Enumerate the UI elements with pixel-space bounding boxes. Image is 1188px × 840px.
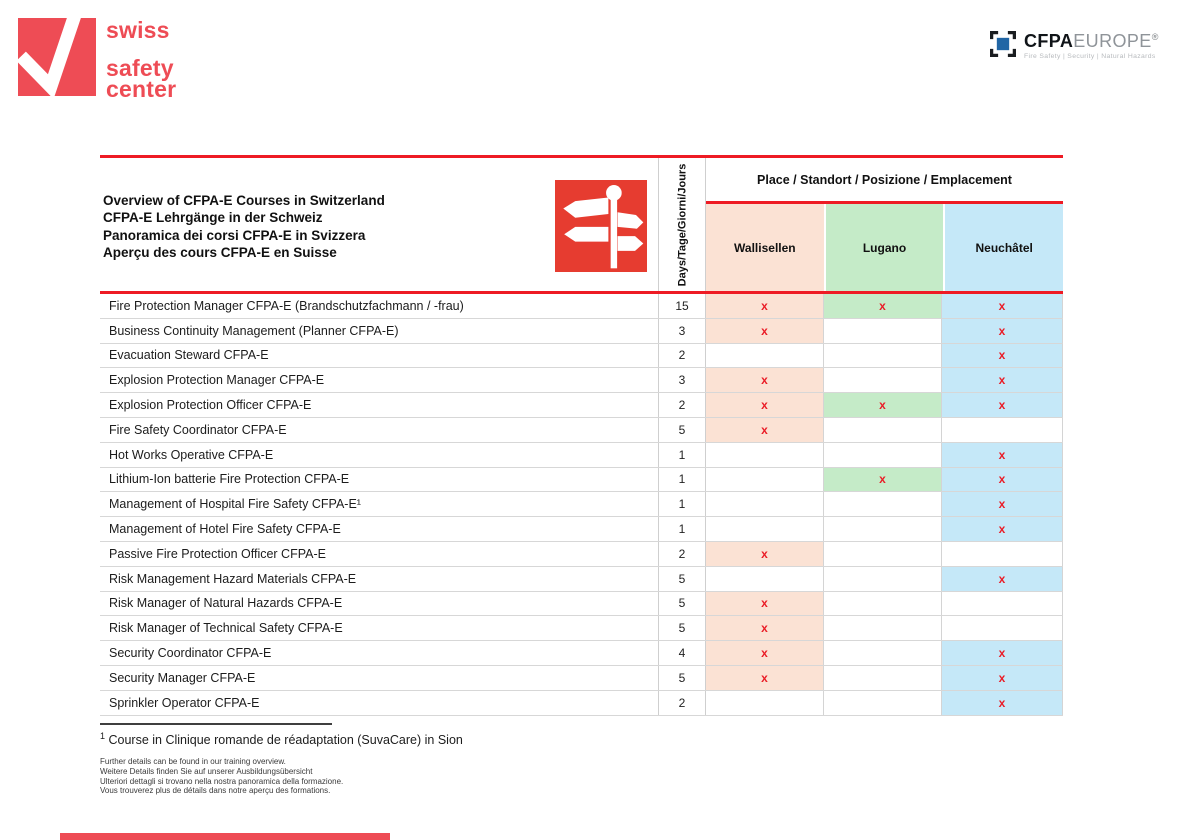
title-line-de: CFPA-E Lehrgänge in der Schweiz <box>103 210 323 226</box>
table-title <box>103 192 385 262</box>
course-row <box>100 666 1063 691</box>
course-name: Management of Hospital Fire Safety CFPA-E¹ <box>109 497 361 512</box>
availability-cell: x <box>942 691 1063 715</box>
course-row <box>100 542 1063 567</box>
availability-cell <box>824 443 942 467</box>
swiss-safety-center-logo-icon <box>18 18 96 96</box>
course-row <box>100 418 1063 443</box>
availability-cell: x <box>942 468 1063 492</box>
cfpa-tagline: Fire Safety | Security | Natural Hazards <box>1024 53 1156 60</box>
ssc-word-swiss: swiss <box>106 17 170 43</box>
availability-cell: x <box>824 294 942 318</box>
location-header-row <box>706 204 1063 291</box>
course-rows <box>100 294 1063 716</box>
availability-cell: x <box>824 468 942 492</box>
course-row <box>100 294 1063 319</box>
course-days: 5 <box>658 592 706 616</box>
registered-mark: ® <box>1151 32 1159 42</box>
availability-cell: x <box>824 393 942 417</box>
cfpa-europe-logo <box>990 28 1159 60</box>
availability-cell <box>942 592 1063 616</box>
course-name: Risk Management Hazard Materials CFPA-E <box>109 571 357 586</box>
footnote-text: Course in Clinique romande de réadaptation (SuvaCare) in Sion <box>105 733 463 748</box>
table-header <box>100 158 1063 291</box>
ssc-word-safety: safety <box>106 55 174 81</box>
availability-cell <box>706 691 824 715</box>
note-it: Ulteriori dettagli si trovano nella nostra panoramica della formazione. <box>100 776 344 786</box>
course-row <box>100 641 1063 666</box>
availability-cell <box>706 468 824 492</box>
course-days: 1 <box>658 468 706 492</box>
availability-cell: x <box>706 666 824 690</box>
availability-cell <box>824 344 942 368</box>
course-row <box>100 517 1063 542</box>
course-row <box>100 393 1063 418</box>
ssc-word-center: center <box>106 76 177 102</box>
location-header-lugano: Lugano <box>826 204 944 291</box>
course-days: 3 <box>658 368 706 392</box>
course-days: 3 <box>658 319 706 343</box>
availability-cell: x <box>942 641 1063 665</box>
course-row <box>100 592 1063 617</box>
availability-cell <box>942 542 1063 566</box>
availability-cell <box>824 691 942 715</box>
course-table <box>100 155 1063 716</box>
course-row <box>100 616 1063 641</box>
availability-cell: x <box>942 443 1063 467</box>
title-line-en: Overview of CFPA-E Courses in Switzerland <box>103 193 385 208</box>
availability-cell: x <box>942 517 1063 541</box>
availability-cell <box>706 443 824 467</box>
course-row <box>100 468 1063 493</box>
course-days: 2 <box>658 344 706 368</box>
course-row <box>100 344 1063 369</box>
availability-cell <box>942 616 1063 640</box>
location-header-wallisellen: Wallisellen <box>706 204 824 291</box>
course-days: 5 <box>658 666 706 690</box>
availability-cell: x <box>706 368 824 392</box>
availability-cell <box>824 567 942 591</box>
course-row <box>100 691 1063 716</box>
availability-cell: x <box>706 542 824 566</box>
course-name: Fire Protection Manager CFPA-E (Brandschutzfachmann / -frau) <box>109 298 464 313</box>
course-name: Risk Manager of Technical Safety CFPA-E <box>109 621 343 636</box>
availability-cell: x <box>942 666 1063 690</box>
availability-cell: x <box>706 294 824 318</box>
course-days: 1 <box>658 492 706 516</box>
availability-cell <box>942 418 1063 442</box>
availability-cell: x <box>942 567 1063 591</box>
availability-cell: x <box>706 592 824 616</box>
availability-cell: x <box>706 393 824 417</box>
availability-cell <box>824 368 942 392</box>
cfpa-europe-logo-icon <box>990 31 1016 57</box>
course-days: 15 <box>658 294 706 318</box>
course-days: 2 <box>658 393 706 417</box>
course-row <box>100 368 1063 393</box>
course-name: Explosion Protection Officer CFPA-E <box>109 398 312 413</box>
course-days: 2 <box>658 542 706 566</box>
course-name: Fire Safety Coordinator CFPA-E <box>109 422 287 437</box>
course-days: 2 <box>658 691 706 715</box>
availability-cell <box>824 592 942 616</box>
course-row <box>100 319 1063 344</box>
course-name: Explosion Protection Manager CFPA-E <box>109 373 325 388</box>
footer-red-bar <box>60 833 390 840</box>
days-column-label: Days/Tage/Giorni/Jours <box>676 163 689 286</box>
availability-cell: x <box>706 319 824 343</box>
course-name: Passive Fire Protection Officer CFPA-E <box>109 546 326 561</box>
availability-cell: x <box>942 319 1063 343</box>
availability-cell <box>706 492 824 516</box>
course-row <box>100 567 1063 592</box>
title-line-it: Panoramica dei corsi CFPA-E in Svizzera <box>103 227 366 243</box>
course-days: 1 <box>658 443 706 467</box>
availability-cell <box>824 418 942 442</box>
availability-cell <box>824 666 942 690</box>
title-line-fr: Aperçu des cours CFPA-E en Suisse <box>103 245 337 261</box>
days-column-header <box>658 158 706 291</box>
course-row <box>100 492 1063 517</box>
course-days: 4 <box>658 641 706 665</box>
note-de: Weitere Details finden Sie auf unserer Ausbildungsübersicht <box>100 766 313 776</box>
availability-cell <box>824 542 942 566</box>
note-en: Further details can be found in our training overview. <box>100 757 286 766</box>
availability-cell <box>824 319 942 343</box>
note-fr: Vous trouverez plus de détails dans notre aperçu des formations. <box>100 786 331 796</box>
course-name: Lithium-Ion batterie Fire Protection CFPA-E <box>109 472 350 487</box>
course-days: 5 <box>658 418 706 442</box>
availability-cell <box>706 344 824 368</box>
availability-cell: x <box>942 368 1063 392</box>
footnote-divider <box>100 723 332 725</box>
course-name: Management of Hotel Fire Safety CFPA-E <box>109 522 341 537</box>
availability-cell <box>706 517 824 541</box>
availability-cell: x <box>942 393 1063 417</box>
course-name: Security Coordinator CFPA-E <box>109 646 272 661</box>
course-days: 5 <box>658 567 706 591</box>
further-details-notes <box>100 757 343 796</box>
swiss-safety-center-wordmark <box>106 17 177 102</box>
course-row <box>100 443 1063 468</box>
course-name: Sprinkler Operator CFPA-E <box>109 695 260 710</box>
availability-cell <box>824 641 942 665</box>
availability-cell <box>824 616 942 640</box>
course-name: Evacuation Steward CFPA-E <box>109 348 269 363</box>
signpost-icon <box>555 180 647 272</box>
availability-cell <box>824 492 942 516</box>
place-header: Place / Standort / Posizione / Emplacement <box>757 172 1012 187</box>
course-days: 5 <box>658 616 706 640</box>
course-name: Business Continuity Management (Planner CFPA-E) <box>109 323 399 338</box>
course-name: Hot Works Operative CFPA-E <box>109 447 274 462</box>
cfpa-europe-wordmark: CFPAEUROPE® <box>1024 31 1159 51</box>
availability-cell: x <box>706 616 824 640</box>
availability-cell: x <box>706 418 824 442</box>
location-header-neuchatel: Neuchâtel <box>945 204 1063 291</box>
course-name: Security Manager CFPA-E <box>109 670 256 685</box>
availability-cell: x <box>942 344 1063 368</box>
footnote-marker: 1 <box>100 731 106 741</box>
availability-cell: x <box>942 294 1063 318</box>
availability-cell: x <box>942 492 1063 516</box>
availability-cell: x <box>706 641 824 665</box>
footnote <box>100 731 463 747</box>
availability-cell <box>706 567 824 591</box>
availability-cell <box>824 517 942 541</box>
course-days: 1 <box>658 517 706 541</box>
course-name: Risk Manager of Natural Hazards CFPA-E <box>109 596 343 611</box>
